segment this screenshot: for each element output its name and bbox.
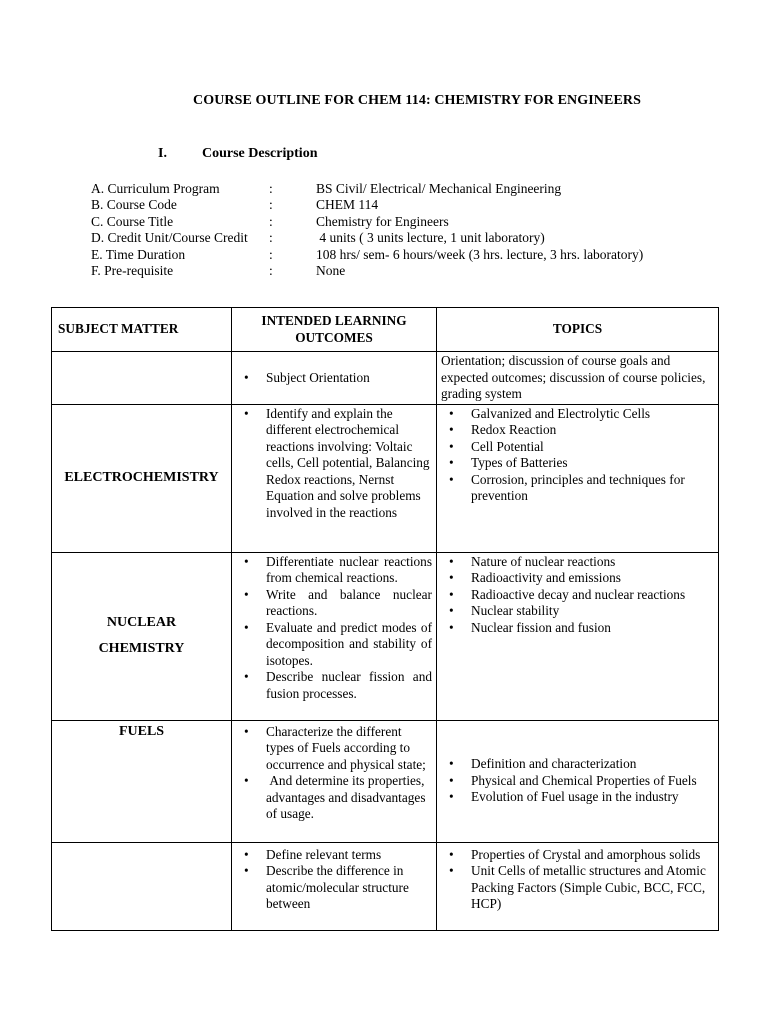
list-item: • Galvanized and Electrolytic Cells	[471, 406, 714, 423]
list-item: • Radioactivity and emissions	[471, 570, 714, 587]
list-item: • Subject Orientation	[266, 370, 432, 387]
description-row: C. Course Title : Chemistry for Engineers	[91, 213, 449, 229]
document-title: COURSE OUTLINE FOR CHEM 114: CHEMISTRY FOR ENGINEERS	[193, 93, 641, 108]
list-item: • Evaluate and predict modes of decomposition and stability of isotopes.	[266, 620, 432, 670]
subject-cell	[52, 842, 232, 930]
table-header-row	[52, 308, 719, 352]
list-item: • Cell Potential	[471, 439, 714, 456]
section-number: I.	[158, 146, 167, 161]
topics-cell	[437, 842, 719, 930]
table-row	[52, 842, 719, 930]
list-item: • And determine its properties, advantages and disadvantages of usage.	[266, 773, 432, 823]
list-item: • Characterize the different types of Fuels according to occurrence and physical state;	[266, 724, 432, 774]
description-row: B. Course Code : CHEM 114	[91, 197, 379, 213]
description-row: E. Time Duration : 108 hrs/ sem- 6 hours/week (3 hrs. lecture, 3 hrs. laboratory)	[91, 246, 644, 262]
list-item: • Write and balance nuclear reactions.	[266, 587, 432, 620]
subject-cell: ELECTROCHEMISTRY	[52, 404, 232, 552]
outcomes-cell	[232, 352, 437, 405]
header-learning-outcomes: INTENDED LEARNING OUTCOMES	[232, 308, 437, 352]
list-item: • Properties of Crystal and amorphous solids	[471, 847, 714, 864]
topics-cell	[437, 404, 719, 552]
outcomes-cell	[232, 552, 437, 720]
description-row: F. Pre-requisite : None	[91, 263, 346, 279]
outcomes-cell	[232, 720, 437, 842]
subject-line: NUCLEAR	[106, 614, 177, 630]
list-item: • Nature of nuclear reactions	[471, 554, 714, 571]
course-outline-table	[51, 307, 719, 931]
list-item: • Physical and Chemical Properties of Fuels	[471, 773, 714, 790]
table-row	[52, 720, 719, 842]
list-item: • Types of Batteries	[471, 455, 714, 472]
list-item: • Nuclear stability	[471, 603, 714, 620]
description-row: A. Curriculum Program : BS Civil/ Electrical/ Mechanical Engineering	[91, 181, 562, 196]
list-item: • Define relevant terms	[266, 847, 432, 864]
topics-cell: Orientation; discussion of course goals and expected outcomes; discussion of course policies, grading system	[437, 352, 719, 405]
header-subject-matter: SUBJECT MATTER	[52, 308, 232, 352]
list-item: • Unit Cells of metallic structures and Atomic Packing Factors (Simple Cubic, BCC, FCC, HCP)	[471, 863, 714, 913]
table-row	[52, 404, 719, 552]
subject-cell	[52, 552, 232, 720]
subject-line: CHEMISTRY	[98, 641, 185, 656]
description-row: D. Credit Unit/Course Credit : 4 units ( 3 units lecture, 1 unit laboratory)	[91, 230, 545, 246]
section-heading	[158, 146, 318, 162]
table-row	[52, 352, 719, 405]
list-item: • Describe nuclear fission and fusion processes.	[266, 669, 432, 702]
list-item: • Evolution of Fuel usage in the industry	[471, 789, 714, 806]
section-title: Course Description	[202, 146, 318, 161]
outcomes-cell	[232, 404, 437, 552]
list-item: • Corrosion, principles and techniques for prevention	[471, 472, 714, 505]
list-item: • Definition and characterization	[471, 756, 714, 773]
list-item: • Differentiate nuclear reactions from chemical reactions.	[266, 554, 432, 587]
list-item: • Identify and explain the different electrochemical reactions involving: Voltaic cells, Cell potential, Balancing Redox reactions, Nernst Equation and solve problems involved in the reactions	[266, 406, 432, 522]
header-topics: TOPICS	[437, 308, 719, 352]
subject-cell: FUELS	[52, 720, 232, 842]
topics-cell	[437, 720, 719, 842]
course-description-list	[91, 181, 643, 279]
subject-cell	[52, 352, 232, 405]
list-item: • Nuclear fission and fusion	[471, 620, 714, 637]
table-row	[52, 552, 719, 720]
list-item: • Describe the difference in atomic/molecular structure between	[266, 863, 432, 913]
outcomes-cell	[232, 842, 437, 930]
list-item: • Redox Reaction	[471, 422, 714, 439]
topics-cell	[437, 552, 719, 720]
list-item: • Radioactive decay and nuclear reactions	[471, 587, 714, 604]
